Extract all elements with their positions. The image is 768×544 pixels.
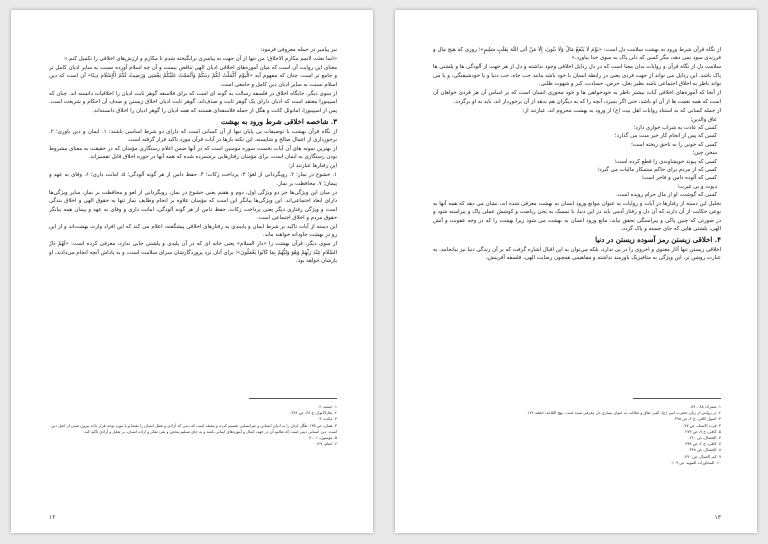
page-left-body	[49, 46, 337, 391]
footnote-rule	[49, 398, 337, 399]
footnote: ۷. کافی، ج ۲، ص ۳۴۸.	[683, 441, 721, 447]
paragraph: «انما بعثت لاتمم مکارم الاخلاق؛ من تنها از آن جهت به پیامبری برانگیخته شدم تا مکارم و ارزش‌های اخلاقی را تکمیل کنم.»	[64, 56, 337, 62]
page-right-body	[433, 46, 721, 391]
footnote: ۵. کافی، ج ۷، ص ۲۷۳.	[683, 428, 721, 434]
footnote-rule	[433, 398, 721, 399]
paragraph: ۱. خشوع در نماز؛ ۲. رویگردانی از لغو؛ ۳. پرداخت زکات؛ ۴. حفظ دامن از هر گونه آلودگی؛ ۵. امانت داری؛ ۶. وفای به عهد و پیمان؛ ۷. محافظت بر نماز.	[49, 172, 337, 187]
footnotes	[49, 404, 337, 500]
list-item: کسی که پیوند خویشاوندی را قطع کرده است؛	[614, 158, 717, 165]
page-left	[11, 10, 373, 533]
footnote: ۶. انعام، ۱۲۷.	[314, 441, 337, 447]
footnote: ۱. شعراء، ۸۸ – ۸۹.	[689, 404, 721, 409]
paragraph: از نگاه قرآن شرط ورود به بهشت سلامت دل است: «یَوْمَ لَا یَنْفَعُ مَالٌ وَلَا بَنُونَ، إِلَّا مَنْ أَتَى اللَّهَ بِقَلْبٍ سَلِیمٍ»؛ روزی که هیچ مال و فرزندی سود نمی دهد، مگر کسی که دلی پاک به سوی خدا بیاورد.»	[433, 47, 721, 62]
paragraph: از جمله کسانی که به استناد روایات اهل بیت (ع) از ورود به بهشت محروم اند، عبارتند از:	[522, 107, 721, 114]
paragraph: در میان این ویژگی‌ها جز دو ویژگی اول، دوم و هفتم یعنی خشوع در نماز، رویگردانی از لغو و محافظت بر نماز، سایر ویژگی‌ها دارای ابعاد اجتماعی‌اند. این ویژگی‌ها بیانگر این است که مؤمنان علاوه بر انجام وظایف نماز تنها به حقوق الهی و اخلاق بندگی است و ویژگی رفتاری دیگر یعنی پرداخت زکات، حفظ دامن از هر گونه آلودگی، امانت داری و وفای به عهد و پیمان همه بیانگر حقوق مردم و اخلاق اجتماعی است.	[49, 189, 337, 221]
paragraph: از بهترین نمونه های آن آیات نخست سوره مومنین است که در آنها ضمن اعلام رستگاری مؤمنان که در حقیقت به معنای مشروط بودن رستگاری به ایمان است، برای مؤمنان رفتارهایی برشمرده شده که همه آنها در حوزه اخلاق قابل تفسیراند.	[49, 145, 337, 161]
page-right	[395, 10, 757, 533]
list-item: دیوث و بی غیرت؛	[677, 183, 717, 190]
list-item: سخن چین؛	[692, 150, 717, 157]
footnote: ۴. همان، ص ۱۳۵. هگل ادیان را به ادیان انسانی و غیرانسانی تقسیم کرده و معتقد است که دینی که آزادی و تعقل انسان را نقضا و یا مورد توجه قرار داده بیرون شدن از اصل دین است. دین انسانی دینی است که تعالیم آن در جهت کمال و آموزه‌های ایمانی باشد و به جای تسلیم محض و نفی تفکر و اراده انسان، بر تعقل و آزادی تأکید کند.	[51, 422, 337, 434]
footnote: ۱. جمعه، ۲.	[317, 404, 337, 409]
footnote: ۸. الخصال، ص ۴۳۸.	[688, 447, 721, 453]
footnote: ۲. بحارالانوار، ج ۶۸، ص ۳۸۲.	[290, 410, 337, 416]
paragraph: نیز پیامبر در جمله معروفی فرمود:	[260, 47, 337, 53]
footnote: ۳. اصول کافی، ج ۶، ص ۳۹۸.	[673, 416, 721, 422]
paragraph: تحلیل این دسته از رفتارها در آیات و روایات به عنوان موانع ورود انسان به بهشت معرفی شده اند، نشان می دهد که همه آنها به نوعی حکایت از آن دارند که آن دل و رفتار آدمی باید در این دنیا، با تمسک به یَحیَ ریاضت و کوشش عملی پاک و پیراسته شود و در صورتی که چنین پاکی و پیراستگی تحقق نیابد، مانع ورود انسان به بهشت می شود زیرا بهشت را که در وجه عقوبت و آتش الهی، پلشتی هایی که جای جسته و پاک گردد.	[433, 200, 721, 232]
list-item: کسی که خونی را به ناحق ریخته است؛	[630, 141, 717, 148]
footnote: ۳. مائده، ۳.	[318, 416, 337, 422]
list-item: کسی که از مردم برای حاکم ستمکار مالیات می گیرد؛	[597, 167, 717, 174]
paragraph: سلامت دل از نگاه قرآن و روایات بدان معنا است که در دل رذایل اخلاقی وجود نداشته و دل از هر جهت از آلودگی ها و پلشتی ها پاک باشد. این رذایل می تواند از جهت فردی یعنی در رابطه انسان با خود باشد مانند حب جاه، حب دنیا و یا خودشیفتگی، و یا می تواند ناظر به اخلاق اجتماعی باشد نظیر بخل، حرص، حسادت، کبر و شهوت طلبی.	[433, 64, 721, 88]
paragraph: از نگاه قرآن بهشت با توصیفات بی پایان تنها از آن کسانی است که دارای دو شرط اساسی باشند: ۱. ایمان و دین باوری؛ ۲. برخورداری از اعمال صالح و شایسته. این نکته بارها در آیات قرآن مورد تاکید قرار گرفته است.	[49, 128, 337, 143]
section-heading: ۳. شاخصه اخلاقی شرط ورود به بهشت	[220, 116, 337, 126]
footnote: ۱۰. المحاورات النبویه، ص ۱۰۹.	[670, 459, 721, 465]
paragraph: از سوی دیگر، قرآن بهشت را «دار السلام» یعنی خانه ای که در آن پلیدی و پلشتی جایی ندارد، معرفی کرده است: «لَهُمْ دَارُ السَّلَامِ عِنْدَ رَبِّهِمْ وَهُوَ وَلِیُّهُمْ بِمَا کَانُوا یَعْمَلُونَ»؛ برای آنان نزد پروردگارشان سرای سلامت است، و به پاداش آنچه انجام می‌دادند، او یارشان خواهد بود.	[49, 241, 337, 265]
footnotes	[433, 404, 721, 500]
paragraph: از سوی دیگر، جایگاه اخلاق در فلسفه رسالت به گونه ای است که برای فلاسفه گوهر ثابت ادیان را اخلاقیات دانسته اند. چنان که اسپینوزا معتقد است که ادیان دارای یک گوهر ثابت و صدف‌اند. گوهر ثابت ادیان اخلاق زیستن و صدف آن احکام و شریعت است. پس از اسپینوزا، امانوئل کانت و هگل از جمله فلاسفه‌ای هستند که همه ادیان را گوهر ادیان را اخلاق دانسته‌اند.	[49, 90, 337, 114]
footnote: ۴. قرب الاسناد، ص ۷۷.	[683, 422, 721, 428]
paragraph: معنای این روایت آن است که میان آموزه‌های اخلاقی ادیان الهی تناقض نیست و آن چه اسلام آورده نسبت به سایر ادیان کامل تر و جامع تر است. چنان که مفهوم آیه «الْیَوْمَ أَکْمَلْتُ لَکُمْ دِینَکُمْ وَأَتْمَمْتُ عَلَیْکُمْ نِعْمَتِی وَرَضِیتُ لَکُمُ الْإِسْلَامَ دِینًا» آن است که دین اسلام نسبت به سایر ادیان دین کامل و جامعی است.	[49, 65, 337, 88]
list-item: کسی که گوشت، او از مال حرام رویده است.	[615, 192, 717, 199]
paragraph: از آنجا که آموزه‌های اخلاقی آیات بیشتر ناظر به خودخواهی ها و خود محوری انسان است که بر اساس آن هر فردی خواهان آن است که همه نعمت ها از آن او باشد، حتی اگر بمیرد، آنچه را که به دیگران هم بدهد از آن برخوردار اند، باید به او برگردد.	[433, 90, 721, 105]
footnote: ۵. مؤمنون، ۱ – ۹.	[307, 435, 337, 441]
paragraph: این رفتارها عبارتند از:	[288, 163, 337, 170]
footnote: ۲. در روایتی از زبان حضرت امیر (ع)، کفر، نفاق و ضلالت به عنوان بیماری دل معرفی شده است. نهج البلاغه، خطبه ۱۷۶.	[526, 410, 721, 416]
section-heading: ۴. اخلاقی زیستن رمز آسوده زیستن در دنیا	[595, 234, 721, 244]
list-item: کسی که پس از انجام کار خیر منت می گذارد؛	[614, 133, 717, 140]
footnote: ۹. کنز العمال، ص ۳۹۰.	[683, 453, 721, 459]
paragraph: اخلاقی زیستن تنها آثار معنوی و اخروی را در پی ندارد، بلکه می‌توان به این اقبال اشاره گرفت که بر آن زندگی دنیا نیز بیانجامد. به عبارت روشن تر، این ویژگی به متافیزیک باورمند نداشته و مفاهیمی همچون رضایت الهی، فلسفه آفرینش،	[433, 246, 721, 262]
list-item: کسی که عادت به شراب خواری دارد؛	[633, 125, 717, 132]
list-item: کسی که آلوده دامن و فاجر است؛	[641, 175, 717, 182]
page-number: ۱۳	[714, 514, 721, 521]
list-item: عاق والدین؛	[690, 116, 717, 123]
paragraph: این دسته از آیات تاکید بر شرط ایمان و پایبندی به رفتارهای اخلاقی پیشگفته، اعلام می کند که این افراد وارث بهشت‌اند و از این رو در بهشت جاودانه خواهند ماند.	[49, 223, 337, 239]
footnote: ۶. الخصال، ص ۲۲۰.	[688, 435, 721, 441]
page-number: ۱۲	[49, 514, 56, 521]
